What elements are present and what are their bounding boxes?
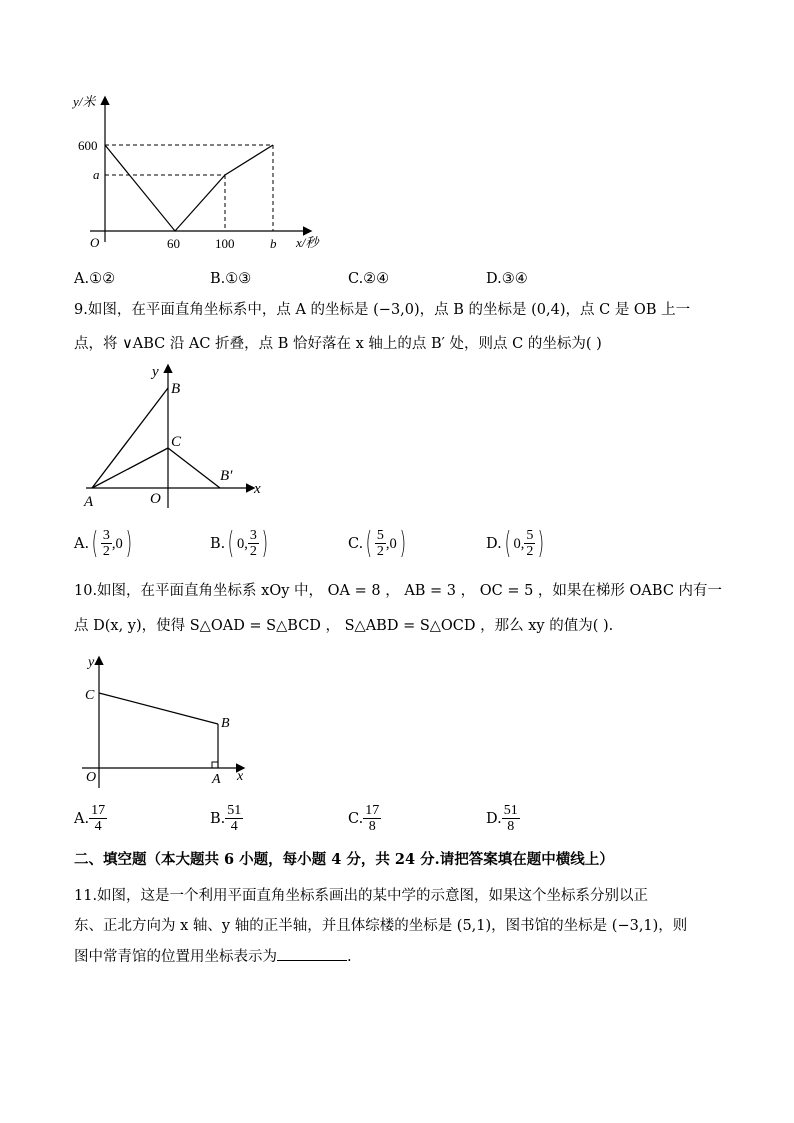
q8-tick-60: 60 xyxy=(167,236,180,251)
q10-stem-line2: 点 D(x, y)，使得 S△OAD = S△BCD ， S△ABD = S△OCD ，那么 xy 的值为( ). xyxy=(74,618,614,634)
q10-label-y: y xyxy=(88,655,95,670)
q8-x-label: x/秒 xyxy=(296,235,319,250)
q11-stem-line2: 东、正北方向为 x 轴、y 轴的正半轴，并且体综楼的坐标是 (5,1)，图书馆的坐标是 (−3,1)，则 xyxy=(74,918,688,934)
q9-label-y: y xyxy=(152,364,159,380)
q11-answer-blank[interactable] xyxy=(277,946,347,961)
q9-option-a[interactable]: A. ( $\frac{3}{2}$ ,0 ) xyxy=(74,525,132,561)
q10-stem-line1: 10.如图，在平面直角坐标系 xOy 中， OA = 8 ， AB = 3 ， OC = 5 ，如果在梯形 OABC 内有一 xyxy=(74,583,723,599)
q8-option-c[interactable]: C.②④ xyxy=(348,271,390,287)
q9-option-b[interactable]: B. ( 0, $\frac{3}{2}$ ) xyxy=(210,525,268,561)
q8-graph xyxy=(70,90,330,260)
q9-label-b: B xyxy=(171,381,181,397)
q10-label-a: A xyxy=(212,772,221,787)
q8-tick-600: 600 xyxy=(78,138,98,153)
q9-stem-line1: 9.如图，在平面直角坐标系中，点 A 的坐标是 (−3,0)，点 B 的坐标是 (0,4)，点 C 是 OB 上一 xyxy=(74,302,691,318)
q9-c-fraction: $\frac{5}{2}$ xyxy=(376,528,384,559)
q10-label-o: O xyxy=(86,770,97,785)
q8-option-b[interactable]: B.①③ xyxy=(210,271,252,287)
q9-label-b-prime: B′ xyxy=(220,468,233,484)
q10-right-angle-mark xyxy=(212,762,218,768)
q10-figure xyxy=(78,650,258,790)
q8-distance-line xyxy=(105,145,273,231)
q9-d-fraction: $\frac{5}{2}$ xyxy=(526,528,534,559)
q10-option-a[interactable]: A. $\frac{17}{4}$ xyxy=(74,803,106,834)
q11-stem-line1: 11.如图，这是一个利用平面直角坐标系画出的某中学的示意图，如果这个坐标系分别以正 xyxy=(74,888,649,904)
q9-a-fraction: $\frac{3}{2}$ xyxy=(102,528,110,559)
q11-stem-line3: 图中常青馆的位置用坐标表示为 . xyxy=(74,946,352,967)
q9-label-o: O xyxy=(150,491,161,507)
q10-option-b[interactable]: B. $\frac{51}{4}$ xyxy=(210,803,242,834)
q10-option-d[interactable]: D. $\frac{51}{8}$ xyxy=(486,803,518,834)
q9-label-x: x xyxy=(254,481,261,497)
q10-label-x: x xyxy=(237,769,244,784)
q10-label-c: C xyxy=(85,688,95,703)
q8-tick-b: b xyxy=(270,236,277,251)
q8-tick-100: 100 xyxy=(215,236,235,251)
q8-origin: O xyxy=(90,235,100,250)
q9-label-a: A xyxy=(84,494,94,510)
q8-y-label: y/米 xyxy=(73,94,96,109)
q10-option-c[interactable]: C. $\frac{17}{8}$ xyxy=(348,803,380,834)
q9-option-c[interactable]: C. ( $\frac{5}{2}$ ,0 ) xyxy=(348,525,406,561)
q8-option-d[interactable]: D.③④ xyxy=(486,271,528,287)
q8-tick-a: a xyxy=(93,167,100,182)
q9-label-c: C xyxy=(171,434,182,450)
q9-b-fraction: $\frac{3}{2}$ xyxy=(249,528,257,559)
q9-stem-line2: 点，将 ∨ABC 沿 AC 折叠，点 B 恰好落在 x 轴上的点 B′ 处，则点 C 的坐标为( ) xyxy=(74,336,602,352)
q9-figure xyxy=(78,360,278,515)
section-heading-fill-in: 二、填空题（本大题共 6 小题，每小题 4 分，共 24 分.请把答案填在题中横线上） xyxy=(74,851,614,868)
q10-label-b: B xyxy=(221,716,230,731)
q9-option-d[interactable]: D. ( 0, $\frac{5}{2}$ ) xyxy=(486,525,545,561)
q8-option-a[interactable]: A.①② xyxy=(74,271,116,287)
